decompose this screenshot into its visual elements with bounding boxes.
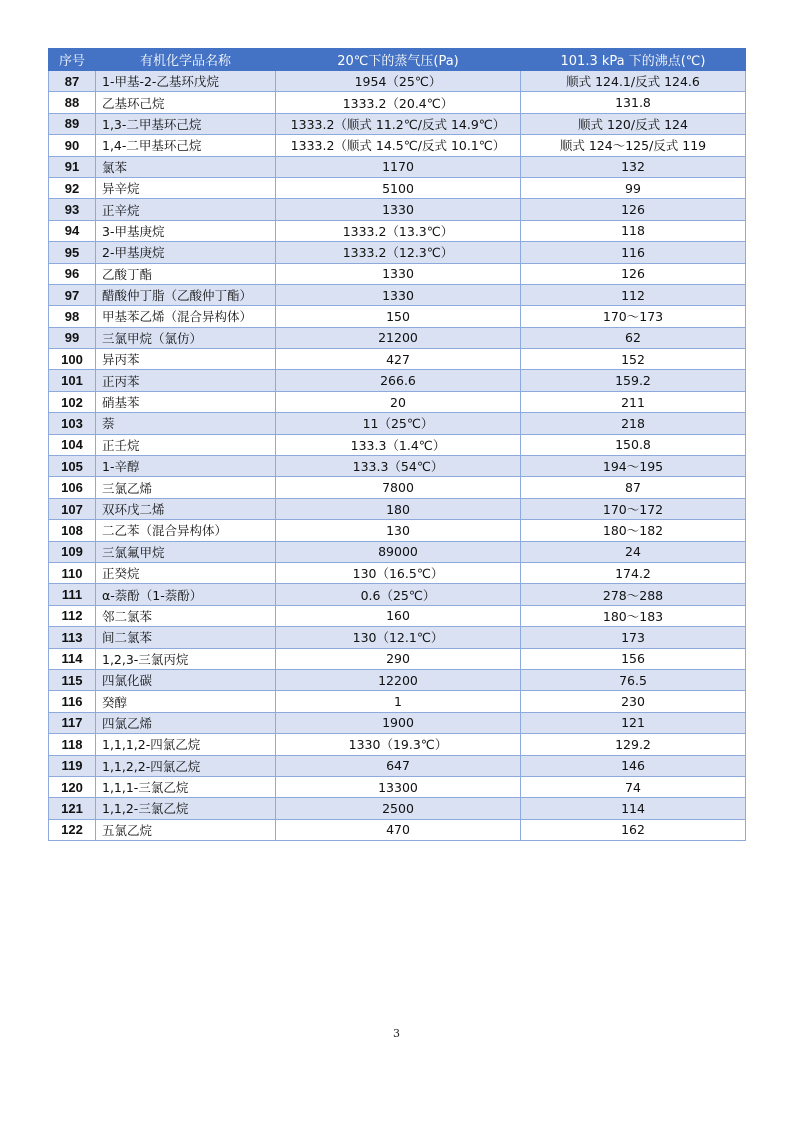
table-row [49, 92, 746, 113]
boiling-point-cell: 114 [521, 798, 746, 819]
row-index-cell: 99 [49, 327, 96, 348]
vapor-pressure-cell: 11（25℃） [276, 413, 521, 434]
table-row [49, 477, 746, 498]
vapor-pressure-cell: 7800 [276, 477, 521, 498]
boiling-point-cell: 170～173 [521, 306, 746, 327]
row-index-cell: 115 [49, 669, 96, 690]
table-row [49, 819, 746, 840]
row-index-cell: 104 [49, 434, 96, 455]
boiling-point-cell: 126 [521, 199, 746, 220]
vapor-pressure-cell: 13300 [276, 776, 521, 797]
row-index-cell: 103 [49, 413, 96, 434]
chemical-name-cell: 硝基苯 [96, 391, 276, 412]
chemical-name-cell: 1,3-二甲基环己烷 [96, 113, 276, 134]
chemical-name-cell: 乙酸丁酯 [96, 263, 276, 284]
table-row [49, 520, 746, 541]
chemical-name-cell: 1,1,2-三氯乙烷 [96, 798, 276, 819]
table-row [49, 498, 746, 519]
boiling-point-cell: 74 [521, 776, 746, 797]
vapor-pressure-cell: 1170 [276, 156, 521, 177]
table-row [49, 370, 746, 391]
boiling-point-cell: 顺式 124～125/反式 119 [521, 135, 746, 156]
table-row [49, 798, 746, 819]
table-row [49, 541, 746, 562]
vapor-pressure-cell: 1330 [276, 199, 521, 220]
chemical-name-cell: 1,1,1-三氯乙烷 [96, 776, 276, 797]
vapor-pressure-cell: 12200 [276, 669, 521, 690]
row-index-cell: 108 [49, 520, 96, 541]
table-row [49, 306, 746, 327]
chemical-name-cell: 1,4-二甲基环己烷 [96, 135, 276, 156]
chemical-name-cell: 四氯乙烯 [96, 712, 276, 733]
row-index-cell: 116 [49, 691, 96, 712]
boiling-point-cell: 146 [521, 755, 746, 776]
row-index-cell: 113 [49, 627, 96, 648]
vapor-pressure-cell: 130 [276, 520, 521, 541]
vapor-pressure-cell: 1333.2（13.3℃） [276, 220, 521, 241]
vapor-pressure-cell: 1 [276, 691, 521, 712]
vapor-pressure-cell: 89000 [276, 541, 521, 562]
header-row [49, 49, 746, 71]
table-row [49, 113, 746, 134]
table-row [49, 669, 746, 690]
table-row [49, 156, 746, 177]
vapor-pressure-cell: 1954（25℃） [276, 71, 521, 92]
boiling-point-cell: 211 [521, 391, 746, 412]
row-index-cell: 106 [49, 477, 96, 498]
vapor-pressure-cell: 130（12.1℃） [276, 627, 521, 648]
chemical-name-cell: 三氯甲烷（氯仿） [96, 327, 276, 348]
table-row [49, 776, 746, 797]
chemical-name-cell: 间二氯苯 [96, 627, 276, 648]
boiling-point-cell: 194～195 [521, 456, 746, 477]
table-row [49, 734, 746, 755]
row-index-cell: 92 [49, 177, 96, 198]
row-index-cell: 101 [49, 370, 96, 391]
chemical-name-cell: 1-辛醇 [96, 456, 276, 477]
boiling-point-cell: 156 [521, 648, 746, 669]
vapor-pressure-cell: 20 [276, 391, 521, 412]
vapor-pressure-cell: 130（16.5℃） [276, 562, 521, 583]
chemical-name-cell: 双环戊二烯 [96, 498, 276, 519]
boiling-point-cell: 24 [521, 541, 746, 562]
boiling-point-cell: 180～183 [521, 605, 746, 626]
table-row [49, 327, 746, 348]
chemical-name-cell: 3-甲基庚烷 [96, 220, 276, 241]
vapor-pressure-cell: 470 [276, 819, 521, 840]
boiling-point-cell: 174.2 [521, 562, 746, 583]
vapor-pressure-cell: 133.3（1.4℃） [276, 434, 521, 455]
boiling-point-cell: 230 [521, 691, 746, 712]
table-row [49, 456, 746, 477]
boiling-point-cell: 152 [521, 349, 746, 370]
vapor-pressure-cell: 0.6（25℃） [276, 584, 521, 605]
page-number: 3 [393, 1027, 400, 1040]
table-row [49, 71, 746, 92]
boiling-point-cell: 76.5 [521, 669, 746, 690]
vapor-pressure-cell: 1333.2（顺式 14.5℃/反式 10.1℃） [276, 135, 521, 156]
column-header-chemical-name: 有机化学品名称 [96, 49, 276, 71]
vapor-pressure-cell: 21200 [276, 327, 521, 348]
boiling-point-cell: 87 [521, 477, 746, 498]
chemical-name-cell: 正丙苯 [96, 370, 276, 391]
chemical-name-cell: 乙基环己烷 [96, 92, 276, 113]
table-row [49, 755, 746, 776]
row-index-cell: 122 [49, 819, 96, 840]
chemical-name-cell: 正癸烷 [96, 562, 276, 583]
boiling-point-cell: 112 [521, 284, 746, 305]
chemical-name-cell: 1-甲基-2-乙基环戊烷 [96, 71, 276, 92]
boiling-point-cell: 170～172 [521, 498, 746, 519]
vapor-pressure-cell: 1333.2（12.3℃） [276, 242, 521, 263]
chemical-name-cell: 四氯化碳 [96, 669, 276, 690]
row-index-cell: 120 [49, 776, 96, 797]
table-header [49, 49, 746, 71]
row-index-cell: 109 [49, 541, 96, 562]
chemical-name-cell: 癸醇 [96, 691, 276, 712]
table-row [49, 648, 746, 669]
table-row [49, 135, 746, 156]
boiling-point-cell: 116 [521, 242, 746, 263]
chemical-name-cell: 五氯乙烷 [96, 819, 276, 840]
boiling-point-cell: 118 [521, 220, 746, 241]
vapor-pressure-cell: 1330（19.3℃） [276, 734, 521, 755]
table-row [49, 263, 746, 284]
table-row [49, 284, 746, 305]
vapor-pressure-cell: 2500 [276, 798, 521, 819]
chemical-name-cell: 正辛烷 [96, 199, 276, 220]
table-row [49, 349, 746, 370]
table-row [49, 605, 746, 626]
table-row [49, 177, 746, 198]
vapor-pressure-cell: 647 [276, 755, 521, 776]
boiling-point-cell: 顺式 120/反式 124 [521, 113, 746, 134]
boiling-point-cell: 218 [521, 413, 746, 434]
column-header-index: 序号 [49, 49, 96, 71]
column-header-boiling-point: 101.3 kPa 下的沸点(℃) [521, 49, 746, 71]
table-row [49, 434, 746, 455]
boiling-point-cell: 150.8 [521, 434, 746, 455]
table-row [49, 413, 746, 434]
boiling-point-cell: 121 [521, 712, 746, 733]
table-row [49, 627, 746, 648]
chemical-name-cell: 萘 [96, 413, 276, 434]
chemical-name-cell: 异辛烷 [96, 177, 276, 198]
chemical-name-cell: 甲基苯乙烯（混合异构体） [96, 306, 276, 327]
chemical-name-cell: 二乙苯（混合异构体） [96, 520, 276, 541]
table-row [49, 691, 746, 712]
row-index-cell: 89 [49, 113, 96, 134]
row-index-cell: 88 [49, 92, 96, 113]
row-index-cell: 95 [49, 242, 96, 263]
chemical-name-cell: 1,2,3-三氯丙烷 [96, 648, 276, 669]
vapor-pressure-cell: 1900 [276, 712, 521, 733]
chemical-name-cell: 三氯乙烯 [96, 477, 276, 498]
row-index-cell: 97 [49, 284, 96, 305]
row-index-cell: 90 [49, 135, 96, 156]
boiling-point-cell: 126 [521, 263, 746, 284]
chemical-name-cell: 异丙苯 [96, 349, 276, 370]
vapor-pressure-cell: 427 [276, 349, 521, 370]
vapor-pressure-cell: 150 [276, 306, 521, 327]
row-index-cell: 96 [49, 263, 96, 284]
table-row [49, 562, 746, 583]
boiling-point-cell: 顺式 124.1/反式 124.6 [521, 71, 746, 92]
chemical-name-cell: α-萘酚（1-萘酚） [96, 584, 276, 605]
chemical-name-cell: 氯苯 [96, 156, 276, 177]
row-index-cell: 118 [49, 734, 96, 755]
table-row [49, 712, 746, 733]
boiling-point-cell: 132 [521, 156, 746, 177]
vapor-pressure-cell: 1333.2（20.4℃） [276, 92, 521, 113]
chemical-name-cell: 1,1,1,2-四氯乙烷 [96, 734, 276, 755]
vapor-pressure-cell: 266.6 [276, 370, 521, 391]
row-index-cell: 111 [49, 584, 96, 605]
boiling-point-cell: 131.8 [521, 92, 746, 113]
chemical-name-cell: 2-甲基庚烷 [96, 242, 276, 263]
chemical-name-cell: 三氯氟甲烷 [96, 541, 276, 562]
table-row [49, 584, 746, 605]
row-index-cell: 93 [49, 199, 96, 220]
row-index-cell: 110 [49, 562, 96, 583]
vapor-pressure-cell: 1333.2（顺式 11.2℃/反式 14.9℃） [276, 113, 521, 134]
row-index-cell: 107 [49, 498, 96, 519]
boiling-point-cell: 162 [521, 819, 746, 840]
row-index-cell: 87 [49, 71, 96, 92]
boiling-point-cell: 180～182 [521, 520, 746, 541]
vapor-pressure-cell: 133.3（54℃） [276, 456, 521, 477]
table-body [49, 71, 746, 841]
boiling-point-cell: 62 [521, 327, 746, 348]
boiling-point-cell: 278～288 [521, 584, 746, 605]
vapor-pressure-cell: 5100 [276, 177, 521, 198]
table-row [49, 391, 746, 412]
row-index-cell: 100 [49, 349, 96, 370]
boiling-point-cell: 159.2 [521, 370, 746, 391]
chemical-data-table [48, 48, 746, 841]
vapor-pressure-cell: 290 [276, 648, 521, 669]
table-row [49, 242, 746, 263]
row-index-cell: 117 [49, 712, 96, 733]
chemical-name-cell: 正壬烷 [96, 434, 276, 455]
row-index-cell: 114 [49, 648, 96, 669]
chemical-name-cell: 邻二氯苯 [96, 605, 276, 626]
boiling-point-cell: 129.2 [521, 734, 746, 755]
vapor-pressure-cell: 160 [276, 605, 521, 626]
boiling-point-cell: 99 [521, 177, 746, 198]
vapor-pressure-cell: 180 [276, 498, 521, 519]
table-row [49, 199, 746, 220]
chemical-name-cell: 1,1,2,2-四氯乙烷 [96, 755, 276, 776]
row-index-cell: 91 [49, 156, 96, 177]
row-index-cell: 94 [49, 220, 96, 241]
vapor-pressure-cell: 1330 [276, 263, 521, 284]
row-index-cell: 98 [49, 306, 96, 327]
column-header-vapor-pressure: 20℃下的蒸气压(Pa) [276, 49, 521, 71]
row-index-cell: 105 [49, 456, 96, 477]
boiling-point-cell: 173 [521, 627, 746, 648]
row-index-cell: 112 [49, 605, 96, 626]
vapor-pressure-cell: 1330 [276, 284, 521, 305]
table-row [49, 220, 746, 241]
row-index-cell: 119 [49, 755, 96, 776]
row-index-cell: 102 [49, 391, 96, 412]
row-index-cell: 121 [49, 798, 96, 819]
chemical-name-cell: 醋酸仲丁脂（乙酸仲丁酯） [96, 284, 276, 305]
